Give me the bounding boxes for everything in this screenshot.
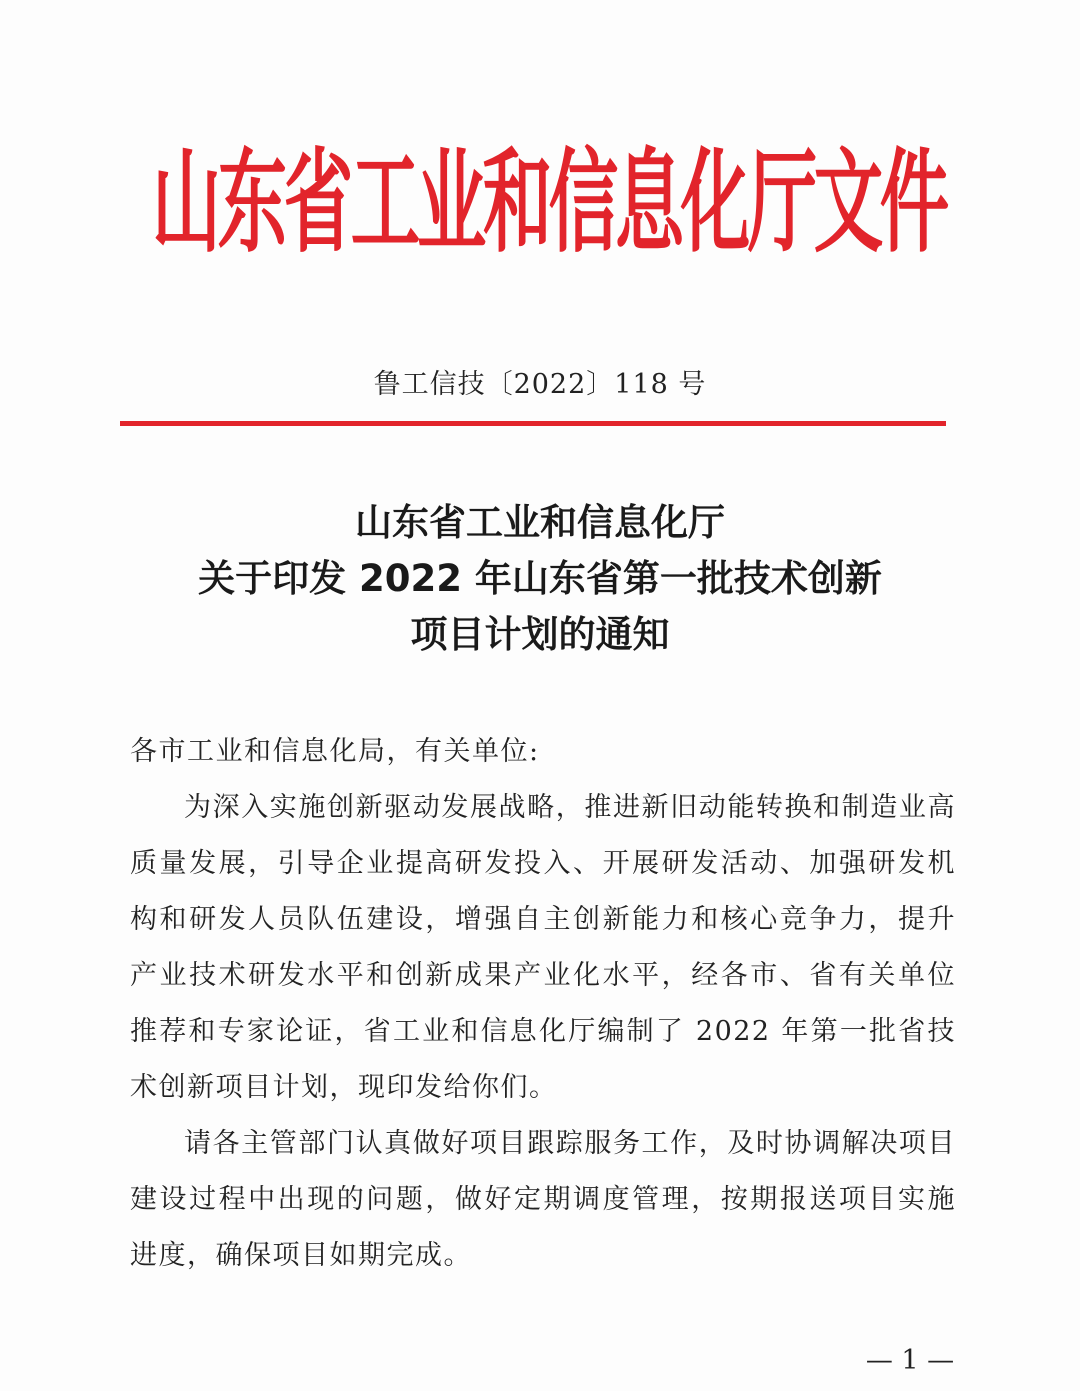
body-paragraph-1: 为深入实施创新驱动发展战略，推进新旧动能转换和制造业高质量发展，引导企业提高研发投入、开展研发活动、加强研发机构和研发人员队伍建设，增强自主创新能力和核心竞争力，提升产业技术研发水平和创新成果产业化水平，经各市、省有关单位推荐和专家论证，省工业和信息化厅编制了 2022 年第一批省技术创新项目计划，现印发给你们。	[130, 792, 956, 1103]
document-title	[0, 495, 1080, 663]
masthead-char: 业	[416, 138, 486, 268]
title-line-2: 关于印发 2022 年山东省第一批技术创新	[198, 557, 882, 600]
masthead-char: 厅	[747, 138, 817, 268]
body-paragraph-2: 请各主管部门认真做好项目跟踪服务工作，及时协调解决项目建设过程中出现的问题，做好定期调度管理，按期报送项目实施进度，确保项目如期完成。	[130, 1128, 956, 1271]
masthead-char: 工	[350, 138, 420, 268]
document-number: 鲁工信技〔2022〕118 号	[373, 369, 707, 400]
masthead-char: 省	[284, 138, 354, 268]
masthead-char: 文	[813, 138, 883, 268]
masthead-char: 息	[614, 138, 685, 268]
document-body	[130, 724, 956, 1284]
title-line-3: 项目计划的通知	[410, 613, 670, 656]
masthead-char: 化	[681, 138, 751, 268]
masthead-char: 信	[548, 138, 619, 268]
masthead-char: 东	[217, 138, 288, 268]
masthead-char: 和	[482, 138, 553, 268]
red-masthead	[140, 128, 950, 278]
masthead-char: 件	[879, 138, 950, 268]
title-line-1: 山东省工业和信息化厅	[355, 501, 725, 544]
page-number: — 1 —	[865, 1345, 955, 1376]
salutation: 各市工业和信息化局，有关单位:	[130, 736, 540, 767]
masthead-char: 山	[151, 138, 222, 268]
red-divider-line	[120, 421, 946, 426]
